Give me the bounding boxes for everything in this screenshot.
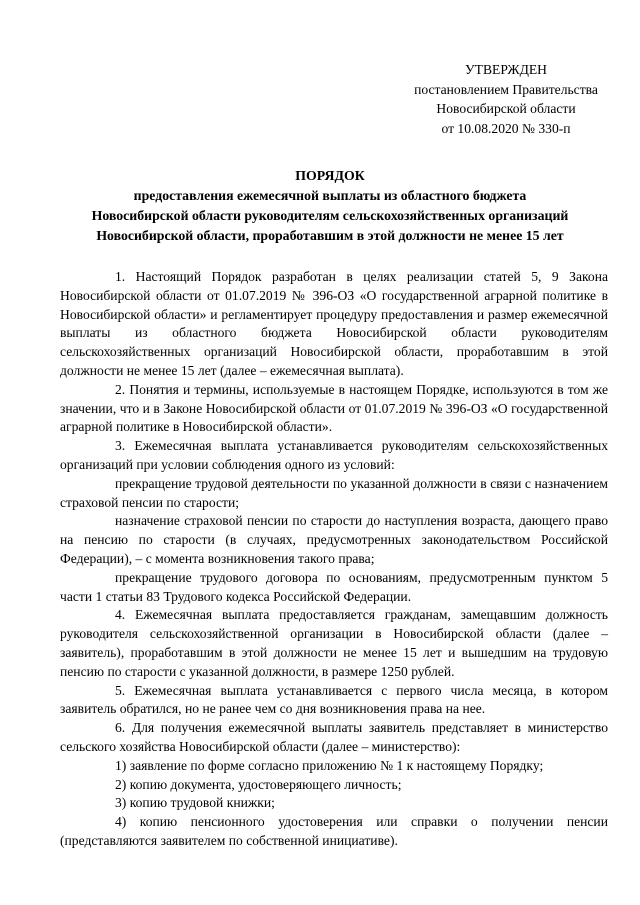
approval-date-number: от 10.08.2020 № 330-п [441, 120, 571, 136]
document-title [60, 166, 600, 246]
title-line: предоставления ежемесячной выплаты из областного бюджета [133, 188, 527, 203]
condition-2: назначение страховой пенсии по старости до наступления возраста, дающего право на пенсию по старости (в случаях, предусмотренных законодательством Российской Федерации), – с момента возникновения такого права; [60, 513, 608, 566]
paragraph-2: 2. Понятия и термины, используемые в настоящем Порядке, используются в том же значении, что и в Законе Новосибирской области от 01.07.2019 № 396-ОЗ «О государственной аграрной политике в Новосибирской области». [60, 381, 608, 435]
paragraph-5: 5. Ежемесячная выплата устанавливается с первого числа месяца, в котором заявитель обратился, но не ранее чем со дня возникновения права на нее. [60, 682, 608, 717]
document-item-3: 3) копию трудовой книжки; [115, 795, 275, 811]
title-heading: ПОРЯДОК [295, 168, 365, 183]
condition-1: прекращение трудовой деятельности по указанной должности в связи с назначением страховой пенсии по старости; [60, 475, 608, 510]
document-item-4: 4) копию пенсионного удостоверения или справки о получении пенсии (представляются заявителем по собственной инициативе). [60, 814, 608, 848]
approval-block [398, 60, 614, 138]
document-body [60, 268, 608, 851]
title-line: Новосибирской области руководителям сельскохозяйственных организаций [91, 208, 569, 223]
paragraph-3: 3. Ежемесячная выплата устанавливается руководителям сельскохозяйственных организаций при условии соблюдения одного из условий: [60, 438, 608, 472]
approval-heading: УТВЕРЖДЕН [465, 62, 547, 77]
document-item-2: 2) копию документа, удостоверяющего личность; [115, 776, 402, 792]
paragraph-1: 1. Настоящий Порядок разработан в целях реализации статей 5, 9 Закона Новосибирской области от 01.07.2019 № 396-ОЗ «О государственной аграрной политике в Новосибирской области» и регламентирует процедуру предоставления и размер ежемесячной выплаты из областного бюджета Новосибирской области руководителям сельскохозяйственных организаций Новосибирской области, проработавшим в этой должности не менее 15 лет (далее – ежемесячная выплата). [60, 269, 608, 378]
document-item-1: 1) заявление по форме согласно приложению № 1 к настоящему Порядку; [115, 757, 544, 773]
paragraph-4: 4. Ежемесячная выплата предоставляется гражданам, замещавшим должность руководителя сельскохозяйственной организации в Новосибирской области (далее – заявитель), проработавшим в этой должности не менее 15 лет и вышедшим на трудовую пенсию по старости с указанной должности, в размере 1250 рублей. [60, 607, 608, 679]
paragraph-6: 6. Для получения ежемесячной выплаты заявитель представляет в министерство сельского хозяйства Новосибирской области (далее – министерство): [60, 720, 608, 754]
condition-3: прекращение трудового договора по основаниям, предусмотренным пунктом 5 части 1 статьи 83 Трудового кодекса Российской Федерации. [60, 569, 608, 604]
approval-region: Новосибирской области [436, 101, 576, 116]
approval-resolution: постановлением Правительства [414, 81, 598, 97]
title-line: Новосибирской области, проработавшим в этой должности не менее 15 лет [96, 228, 564, 243]
